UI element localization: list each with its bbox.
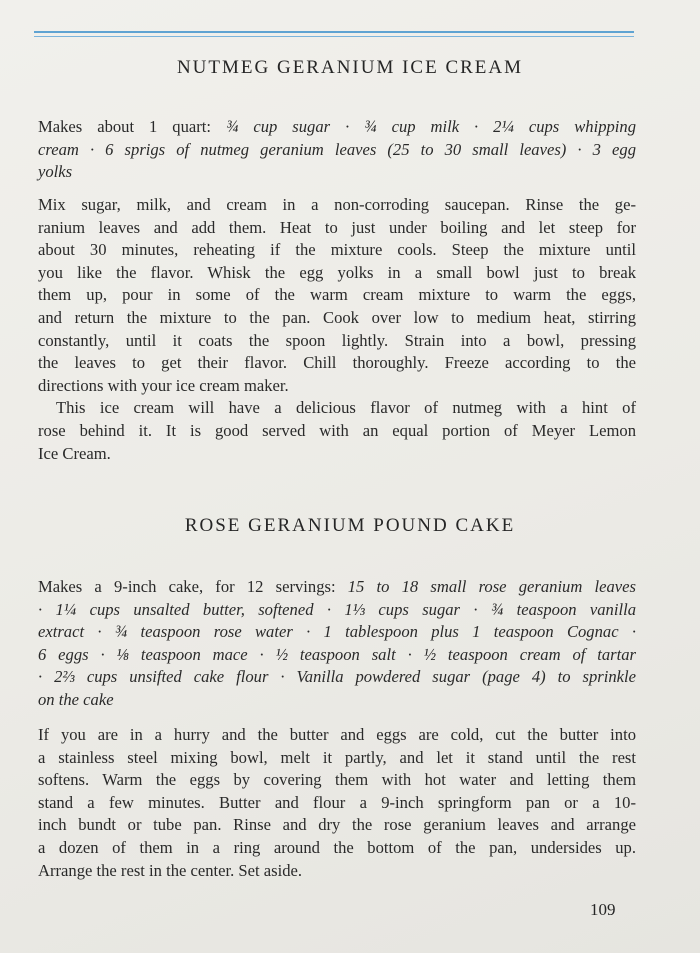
top-rule [34, 31, 634, 33]
direction-line: a dozen of them in a ring around the bottom of the pan, undersides up. [38, 837, 636, 857]
direction-line: Mix sugar, milk, and cream in a non-corroding saucepan. Rinse the ge- [38, 195, 636, 214]
direction-line: a stainless steel mixing bowl, melt it partly, and let it stand until the rest [38, 747, 636, 767]
ingredient-line: cream · 6 sprigs of nutmeg geranium leaves (25 to 30 small leaves) · 3 egg [38, 139, 636, 159]
direction-line: inch bundt or tube pan. Rinse and dry the rose geranium leaves and arrange [38, 815, 636, 835]
direction-line: Arrange the rest in the center. Set aside. [38, 860, 303, 880]
direction-line: the leaves to get their flavor. Chill thoroughly. Freeze according to the [38, 353, 636, 373]
recipe-title-rose-geranium: ROSE GERANIUM POUND CAKE [184, 515, 516, 536]
ingredient-line: on the cake [38, 689, 114, 709]
ingredient-line: Makes a 9-inch cake, for 12 servings: 15 to 18 small rose geranium leaves [38, 577, 636, 596]
direction-line: them up, pour in some of the warm cream mixture to warm the eggs, [38, 285, 636, 305]
ingredient-line: · 1¼ cups unsalted butter, softened · 1⅓ cups sugar · ¾ teaspoon vanilla [38, 599, 636, 619]
recipe-title-nutmeg-geranium: NUTMEG GERANIUM ICE CREAM [176, 57, 524, 78]
direction-line: about 30 minutes, reheating if the mixture cools. Steep the mixture until [38, 240, 636, 260]
ingredients-nutmeg-geranium [38, 116, 636, 184]
direction-line: and return the mixture to the pan. Cook over low to medium heat, stirring [38, 307, 636, 327]
directions-rose-geranium [38, 724, 636, 882]
direction-line: This ice cream will have a delicious flavor of nutmeg with a hint of [56, 398, 636, 418]
direction-line: constantly, until it coats the spoon lightly. Strain into a bowl, pressing [38, 330, 636, 350]
direction-line: rose behind it. It is good served with an equal portion of Meyer Lemon [38, 420, 636, 440]
ingredient-line: · 2⅔ cups unsifted cake flour · Vanilla powdered sugar (page 4) to sprinkle [38, 667, 636, 687]
direction-line: Ice Cream. [38, 443, 111, 463]
direction-line: stand a few minutes. Butter and flour a 9-inch springform pan or a 10- [38, 792, 636, 812]
direction-line: directions with your ice cream maker. [38, 375, 289, 395]
direction-line: softens. Warm the eggs by covering them with hot water and letting them [38, 770, 636, 790]
top-rule-thin [34, 36, 634, 37]
page-number: 109 [590, 900, 616, 919]
ingredient-line: Makes about 1 quart: ¾ cup sugar · ¾ cup milk · 2¼ cups whipping [38, 117, 637, 136]
ingredient-line: yolks [38, 162, 73, 182]
direction-line: If you are in a hurry and the butter and eggs are cold, cut the butter into [38, 725, 636, 744]
direction-line: you like the flavor. Whisk the egg yolks in a small bowl just to break [38, 262, 636, 282]
directions-nutmeg-geranium [38, 194, 636, 465]
ingredient-line: extract · ¾ teaspoon rose water · 1 tablespoon plus 1 teaspoon Cognac · [38, 622, 636, 642]
direction-line: ranium leaves and add them. Heat to just under boiling and let steep for [38, 217, 636, 237]
ingredient-line: 6 eggs · ⅛ teaspoon mace · ½ teaspoon salt · ½ teaspoon cream of tartar [38, 644, 636, 664]
ingredients-rose-geranium [38, 576, 636, 712]
